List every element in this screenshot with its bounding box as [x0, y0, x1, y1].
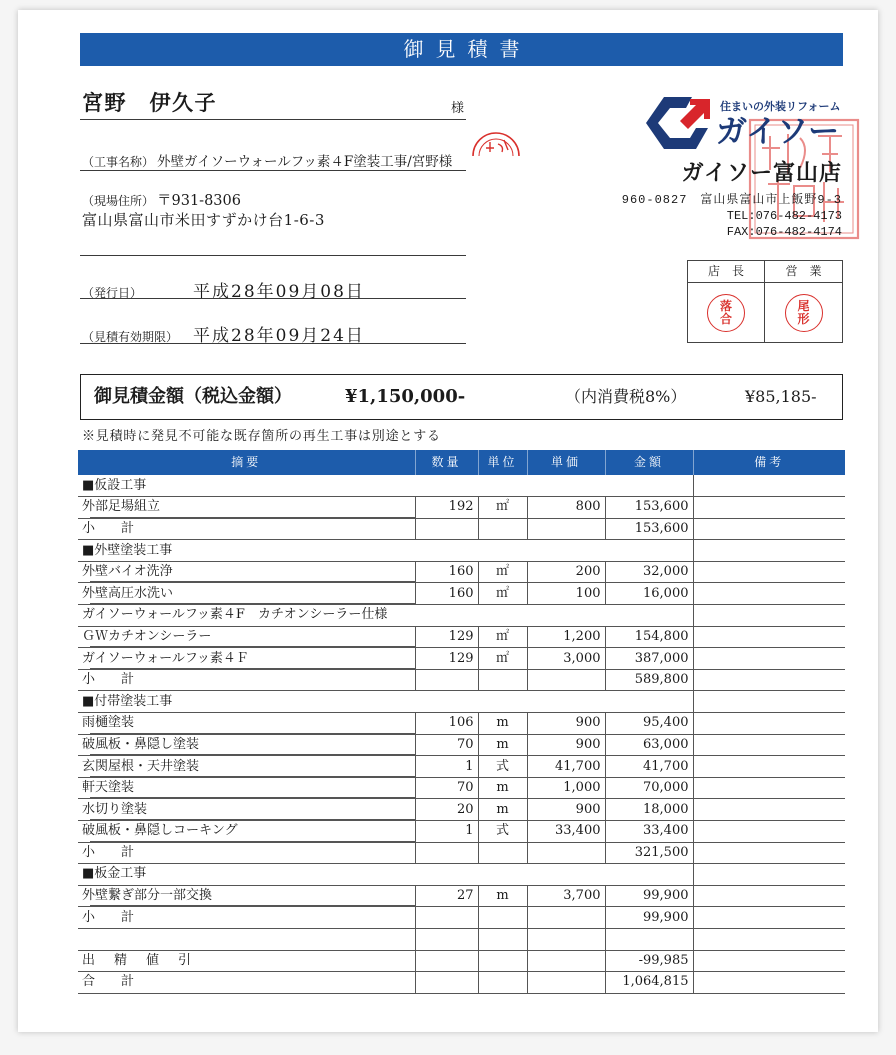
- row-unit-price: 800: [527, 497, 605, 519]
- row-note: [693, 864, 845, 886]
- table-row: [78, 842, 845, 864]
- row-unit-price: 1,200: [527, 626, 605, 648]
- row-note: [693, 799, 845, 821]
- row-description: 合 計: [78, 972, 415, 994]
- header-note: 備考: [693, 450, 845, 475]
- row-quantity: 70: [415, 777, 478, 799]
- row-description: 外壁高圧水洗い: [78, 583, 415, 605]
- table-row: [78, 713, 845, 735]
- row-unit-price: 41,700: [527, 756, 605, 778]
- table-section-row: [78, 540, 845, 562]
- table-row: [78, 561, 845, 583]
- row-quantity: 160: [415, 561, 478, 583]
- site-field: [82, 189, 241, 210]
- table-section-row: [78, 475, 845, 497]
- issue-date-value: 平成28年09月08日: [193, 282, 365, 302]
- tax-label: （内消費税8%）: [565, 387, 687, 406]
- customer-name: 宮野 伊久子: [82, 90, 217, 115]
- row-note: [693, 842, 845, 864]
- sales-seal-text: 尾形: [797, 298, 810, 326]
- row-description: ■板金工事: [78, 864, 693, 886]
- site-label: （現場住所）: [82, 194, 155, 208]
- table-row: [78, 734, 845, 756]
- row-description: ガイソーウォールフッ素４Ｆ: [78, 648, 415, 670]
- table-row: [78, 777, 845, 799]
- header-description: 摘要: [78, 450, 415, 475]
- issue-date-underline: [80, 298, 466, 299]
- row-description: 水切り塗装: [78, 799, 415, 821]
- row-amount: -99,985: [605, 950, 693, 972]
- row-amount: 95,400: [605, 713, 693, 735]
- row-unit: [478, 518, 527, 540]
- table-row: [78, 950, 845, 972]
- row-note: [693, 950, 845, 972]
- row-unit-price: 3,000: [527, 648, 605, 670]
- row-unit: m: [478, 885, 527, 907]
- company-logo-icon: [634, 95, 716, 151]
- validity-label: （見積有効期限）: [82, 330, 179, 344]
- row-description: 軒天塗装: [78, 777, 415, 799]
- table-row: [78, 648, 845, 670]
- row-unit: ㎡: [478, 648, 527, 670]
- row-amount: 16,000: [605, 583, 693, 605]
- table-row: [78, 799, 845, 821]
- row-unit-price: 200: [527, 561, 605, 583]
- project-field: [82, 150, 452, 170]
- project-label: （工事名称）: [82, 155, 155, 169]
- manager-seal-text: 落合: [719, 298, 732, 326]
- row-unit: ㎡: [478, 561, 527, 583]
- row-unit-price: [527, 518, 605, 540]
- row-note: [693, 713, 845, 735]
- row-note: [693, 561, 845, 583]
- row-quantity: 129: [415, 648, 478, 670]
- approval-stamp-box: [687, 260, 843, 343]
- row-description: 玄関屋根・天井塗装: [78, 756, 415, 778]
- row-unit: [478, 972, 527, 994]
- row-note: [693, 475, 845, 497]
- company-tel: TEL:076-482-4173: [726, 209, 842, 223]
- row-unit: [478, 669, 527, 691]
- row-unit-price: 900: [527, 734, 605, 756]
- table-section-row: [78, 864, 845, 886]
- row-note: [693, 540, 845, 562]
- row-unit-price: [527, 669, 605, 691]
- row-unit: [478, 907, 527, 929]
- row-description: 外壁繋ぎ部分一部交換: [78, 885, 415, 907]
- site-address: 富山県富山市米田すずかけ台1-6-3: [82, 211, 325, 229]
- row-description: ■付帯塗装工事: [78, 691, 693, 713]
- row-quantity: [415, 972, 478, 994]
- document-title: 御見積書: [403, 37, 532, 61]
- row-note: [693, 669, 845, 691]
- row-description: [78, 928, 415, 950]
- row-description: 破風板・鼻隠しコーキング: [78, 821, 415, 843]
- table-row: [78, 885, 845, 907]
- row-description: ＧＷカチオンシーラー: [78, 626, 415, 648]
- row-amount: 153,600: [605, 518, 693, 540]
- row-unit: ㎡: [478, 626, 527, 648]
- row-unit: [478, 950, 527, 972]
- row-note: [693, 907, 845, 929]
- row-unit: ㎡: [478, 497, 527, 519]
- table-section-row: [78, 691, 845, 713]
- issue-date-label: （発行日）: [82, 286, 143, 300]
- row-quantity: [415, 950, 478, 972]
- company-fax: FAX:076-482-4174: [726, 225, 842, 239]
- row-description: 雨樋塗装: [78, 713, 415, 735]
- table-body: [78, 475, 845, 993]
- row-quantity: [415, 518, 478, 540]
- row-description: 小 計: [78, 842, 415, 864]
- row-unit: m: [478, 713, 527, 735]
- tax-amount: ¥85,185-: [745, 387, 817, 406]
- row-amount: 589,800: [605, 669, 693, 691]
- row-amount: 18,000: [605, 799, 693, 821]
- table-section-row: [78, 605, 845, 627]
- row-amount: 33,400: [605, 821, 693, 843]
- row-unit: 式: [478, 821, 527, 843]
- row-unit-price: 100: [527, 583, 605, 605]
- row-quantity: 1: [415, 821, 478, 843]
- row-quantity: 160: [415, 583, 478, 605]
- row-note: [693, 756, 845, 778]
- row-unit-price: [527, 928, 605, 950]
- row-unit-price: 33,400: [527, 821, 605, 843]
- row-quantity: 20: [415, 799, 478, 821]
- row-quantity: [415, 928, 478, 950]
- site-postal-code: 〒931-8306: [157, 193, 241, 209]
- row-note: [693, 691, 845, 713]
- row-amount: [605, 928, 693, 950]
- row-amount: 41,700: [605, 756, 693, 778]
- row-unit: [478, 842, 527, 864]
- table-header-row: [78, 450, 845, 475]
- row-unit-price: 3,700: [527, 885, 605, 907]
- row-description: 小 計: [78, 669, 415, 691]
- validity-underline: [80, 343, 466, 344]
- row-quantity: [415, 669, 478, 691]
- approval-cell-manager: [688, 283, 765, 342]
- row-unit: 式: [478, 756, 527, 778]
- row-amount: 63,000: [605, 734, 693, 756]
- row-quantity: 27: [415, 885, 478, 907]
- estimate-table: [78, 450, 845, 994]
- row-amount: 387,000: [605, 648, 693, 670]
- validity-value: 平成28年09月24日: [193, 326, 365, 346]
- row-amount: 99,900: [605, 885, 693, 907]
- row-amount: 70,000: [605, 777, 693, 799]
- row-quantity: 1: [415, 756, 478, 778]
- row-amount: 1,064,815: [605, 972, 693, 994]
- company-logo-text: ガイソー: [716, 114, 840, 150]
- row-note: [693, 928, 845, 950]
- customer-honorific: 様: [451, 101, 465, 116]
- header-quantity: 数量: [415, 450, 478, 475]
- row-note: [693, 497, 845, 519]
- row-unit: m: [478, 734, 527, 756]
- approval-role-sales: 営 業: [765, 261, 842, 283]
- row-quantity: [415, 842, 478, 864]
- row-description: 出 精 値 引: [78, 950, 415, 972]
- row-description: 小 計: [78, 518, 415, 540]
- document-title-bar: [80, 33, 843, 66]
- row-amount: 321,500: [605, 842, 693, 864]
- row-amount: 32,000: [605, 561, 693, 583]
- row-note: [693, 734, 845, 756]
- row-quantity: 129: [415, 626, 478, 648]
- row-description: ■仮設工事: [78, 475, 693, 497]
- row-quantity: 192: [415, 497, 478, 519]
- company-tagline: 住まいの外装リフォーム: [720, 100, 841, 113]
- row-description: ■外壁塗装工事: [78, 540, 693, 562]
- row-unit-price: 1,000: [527, 777, 605, 799]
- table-row: [78, 928, 845, 950]
- tally-seal-icon: [470, 124, 522, 158]
- table-row: [78, 626, 845, 648]
- header-amount: 金額: [605, 450, 693, 475]
- row-quantity: 106: [415, 713, 478, 735]
- table-row: [78, 907, 845, 929]
- total-amount: ¥1,150,000-: [345, 386, 466, 407]
- approval-role-manager: 店 長: [688, 261, 765, 283]
- estimate-total-box: [80, 374, 843, 420]
- row-unit-price: [527, 842, 605, 864]
- row-amount: 154,800: [605, 626, 693, 648]
- row-amount: 153,600: [605, 497, 693, 519]
- row-unit-price: 900: [527, 713, 605, 735]
- row-note: [693, 885, 845, 907]
- table-row: [78, 821, 845, 843]
- header-unit: 単位: [478, 450, 527, 475]
- estimate-note: ※見積時に発見不可能な既存箇所の再生工事は別途とする: [82, 429, 441, 444]
- manager-seal: [707, 294, 745, 332]
- row-note: [693, 518, 845, 540]
- row-unit: m: [478, 799, 527, 821]
- table-row: [78, 497, 845, 519]
- row-note: [693, 821, 845, 843]
- row-description: 外部足場組立: [78, 497, 415, 519]
- row-note: [693, 583, 845, 605]
- company-address: 960-0827 富山県富山市上飯野9-3: [621, 193, 842, 207]
- row-note: [693, 777, 845, 799]
- row-amount: 99,900: [605, 907, 693, 929]
- row-description: 破風板・鼻隠し塗装: [78, 734, 415, 756]
- row-unit: ㎡: [478, 583, 527, 605]
- customer-underline: [80, 119, 466, 120]
- company-name: ガイソー富山店: [681, 161, 842, 186]
- table-row: [78, 669, 845, 691]
- project-underline: [80, 170, 466, 171]
- row-quantity: 70: [415, 734, 478, 756]
- total-label: 御見積金額（税込金額）: [94, 386, 292, 407]
- project-value: 外壁ガイソーウォールフッ素４F塗装工事/宮野様: [157, 154, 453, 170]
- row-unit: [478, 928, 527, 950]
- row-note: [693, 972, 845, 994]
- row-unit-price: [527, 907, 605, 929]
- table-row: [78, 972, 845, 994]
- approval-cell-sales: [765, 283, 842, 342]
- row-note: [693, 626, 845, 648]
- table-row: [78, 518, 845, 540]
- row-unit-price: 900: [527, 799, 605, 821]
- row-description: 外壁バイオ洗浄: [78, 561, 415, 583]
- row-unit: m: [478, 777, 527, 799]
- row-note: [693, 648, 845, 670]
- row-unit-price: [527, 950, 605, 972]
- sales-seal: [785, 294, 823, 332]
- site-underline: [80, 255, 466, 256]
- row-quantity: [415, 907, 478, 929]
- header-unit-price: 単価: [527, 450, 605, 475]
- row-note: [693, 605, 845, 627]
- table-row: [78, 583, 845, 605]
- row-description: ガイソーウォールフッ素４F カチオンシーラー仕様: [78, 605, 693, 627]
- row-description: 小 計: [78, 907, 415, 929]
- row-unit-price: [527, 972, 605, 994]
- table-row: [78, 756, 845, 778]
